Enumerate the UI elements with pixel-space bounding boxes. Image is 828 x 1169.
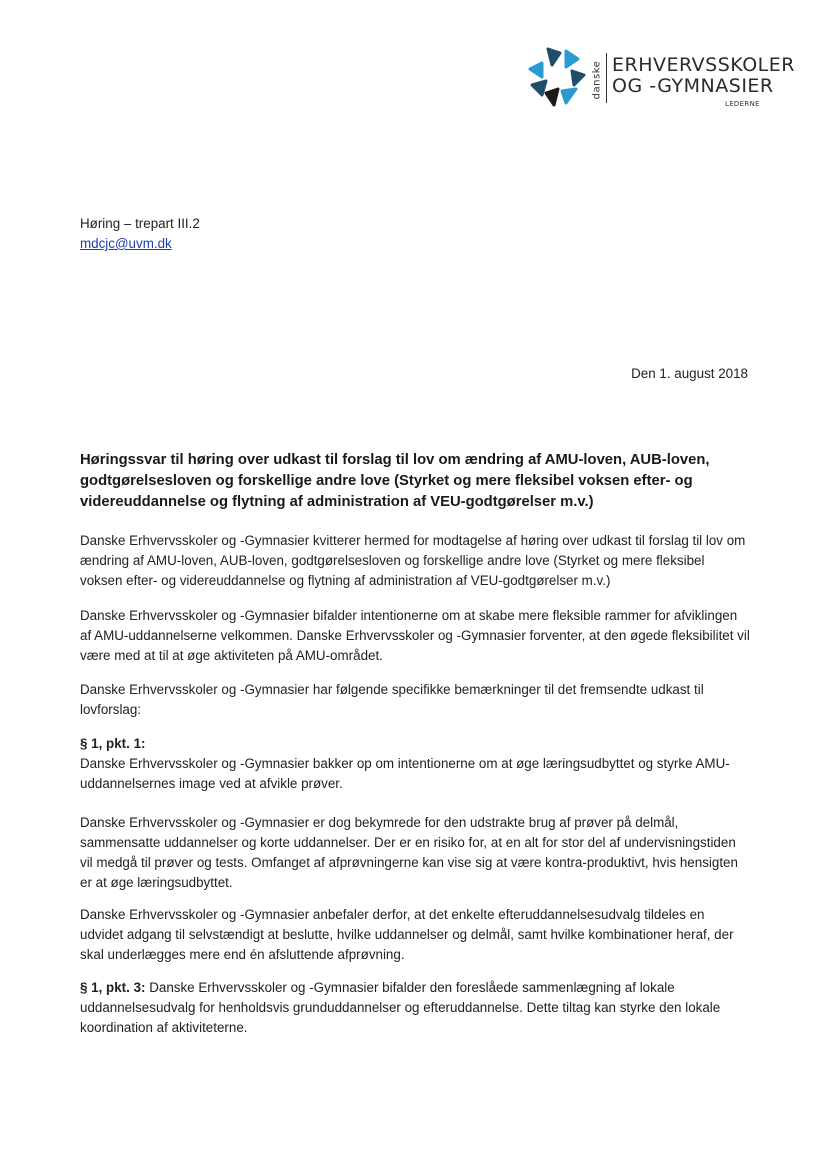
section-1-3-label: § 1, pkt. 3: — [80, 980, 150, 995]
section-1-3-block — [80, 978, 750, 1038]
recipient-block — [80, 214, 750, 254]
logo-mark-icon — [526, 45, 586, 109]
letter-date: Den 1. august 2018 — [631, 366, 748, 381]
logo-divider — [606, 53, 607, 103]
logo-subtitle: LEDERNE — [725, 100, 760, 108]
recipient-subject: Høring – trepart III.2 — [80, 216, 200, 231]
logo-vertical-text: danske — [591, 60, 603, 100]
paragraph-5: Danske Erhvervsskoler og -Gymnasier er dog bekymrede for den udstrakte brug af prøver på delmål, sammensatte uddannelser og korte uddannelser. Der er en risiko for, at en alt for stor del af undervisningstiden vil medgå til prøver og tests. Omfanget af afprøvningerne kan vise sig at være kontra-produktivt, hvis hensigten er at øge læringsudbyttet. — [80, 815, 738, 890]
paragraph-4: Danske Erhvervsskoler og -Gymnasier bakker op om intentionerne om at øge læringsudbyttet og styrke AMU-uddannelsernes image ved at afvikle prøver. — [80, 756, 730, 791]
paragraph-3: Danske Erhvervsskoler og -Gymnasier har følgende specifikke bemærkninger til det fremsendte udkast til lovforslag: — [80, 682, 704, 717]
paragraph-6: Danske Erhvervsskoler og -Gymnasier anbefaler derfor, at det enkelte efteruddannelsesudvalg tildeles en udvidet adgang til selvstændigt at beslutte, hvilke uddannelser og delmål, samt hvilke kombinationer heraf, der skal underlægges mere end én afsluttende afprøvning. — [80, 907, 734, 962]
letter-heading: Høringssvar til høring over udkast til forslag til lov om ændring af AMU-loven, AUB-loven, godtgørelsesloven og forskellige andre love (Styrket og mere fleksibel voksen efter- og videreuddannelse og flytning af administration af VEU-godtgørelser m.v.) — [80, 452, 710, 510]
logo-line-2: OG -GYMNASIER — [612, 75, 774, 97]
paragraph-7: Danske Erhvervsskoler og -Gymnasier bifalder den foreslåede sammenlægning af lokale uddannelsesudvalg for henholdsvis grunduddannelser og efteruddannelse. Dette tiltag kan styrke den lokale koordination af aktiviteterne. — [80, 980, 721, 1035]
logo-line-1: ERHVERVSSKOLER — [612, 54, 795, 76]
recipient-email-link[interactable]: mdcjc@uvm.dk — [80, 236, 172, 251]
section-1-1-label: § 1, pkt. 1: — [80, 736, 146, 751]
paragraph-1: Danske Erhvervsskoler og -Gymnasier kvitterer hermed for modtagelse af høring over udkast til forslag til lov om ændring af AMU-loven, AUB-loven, godtgørelsesloven og forskellige andre love (Styrket og mere fleksibel voksen efter- og videreuddannelse og flytning af administration af VEU-godtgørelser m.v.) — [80, 533, 746, 588]
section-1-1-block — [80, 734, 750, 794]
paragraph-2: Danske Erhvervsskoler og -Gymnasier bifalder intentionerne om at skabe mere fleksible rammer for afviklingen af AMU-uddannelserne velkommen. Danske Erhvervsskoler og -Gymnasier forventer, at den øgede fleksibilitet vil være med at til at øge aktiviteten på AMU-området. — [80, 608, 750, 663]
